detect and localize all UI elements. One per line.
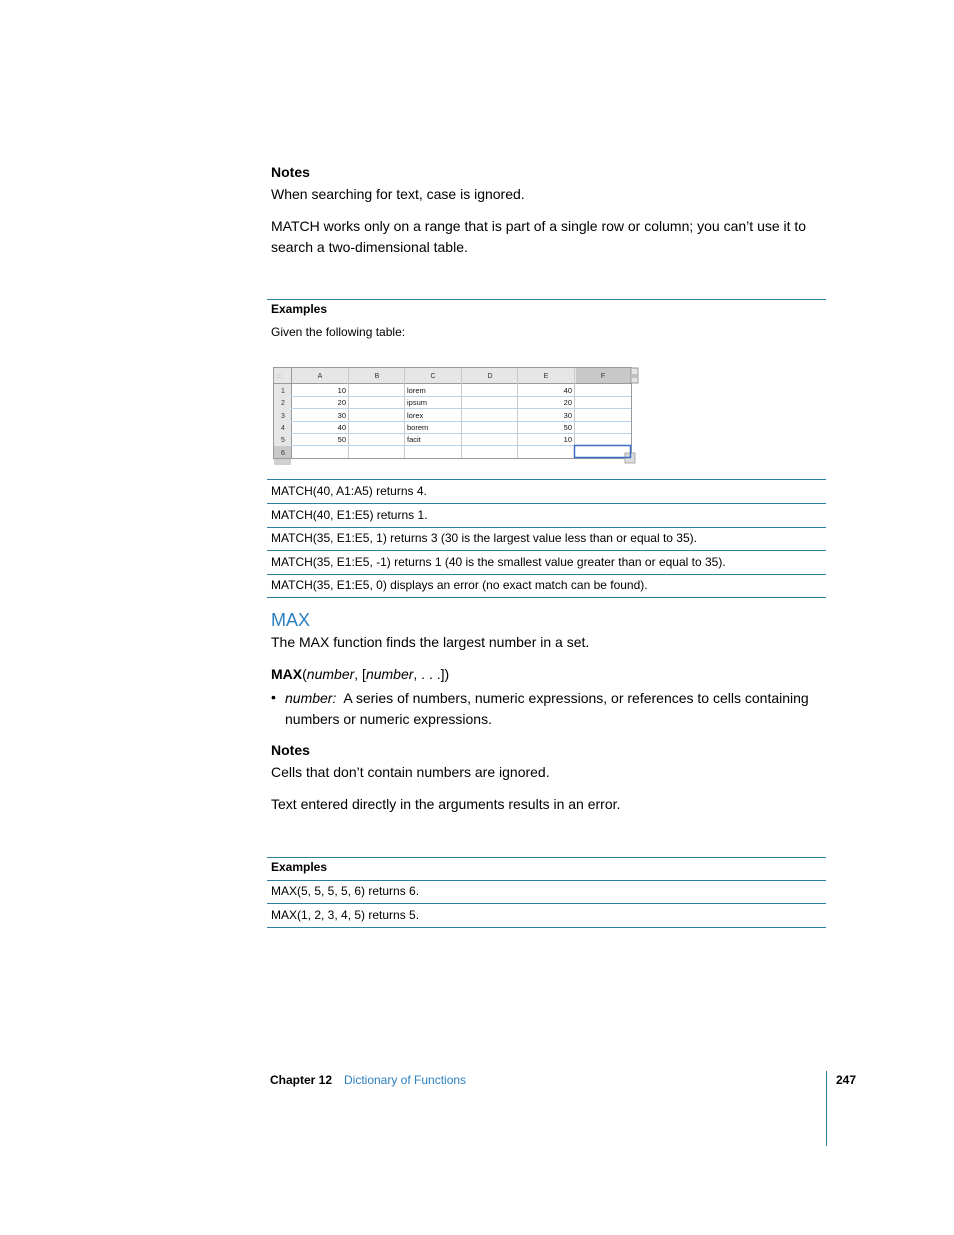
sheet-column-header: A — [317, 373, 323, 380]
page-number: 247 — [836, 1073, 857, 1087]
example-text: MATCH(35, E1:E5, 1) returns 3 (30 is the largest value less than or equal to 35). — [271, 531, 697, 545]
sheet-column-header: C — [430, 373, 436, 380]
examples-title: Examples — [271, 302, 328, 316]
notes-paragraph: MATCH works only on a range that is part of a single row or column; you can’t use it to search a two-dimensional table. — [271, 218, 807, 255]
notes-paragraph: When searching for text, case is ignored. — [271, 186, 525, 202]
spreadsheet-image — [273, 367, 639, 466]
example-text: MATCH(35, E1:E5, 0) displays an error (no exact match can be found). — [271, 578, 648, 592]
sheet-row-number: 5 — [281, 437, 285, 444]
sheet-cell: borem — [407, 423, 429, 432]
syntax-argument: number — [365, 666, 414, 682]
sheet-row-number: 1 — [281, 388, 285, 395]
notes-paragraph: Text entered directly in the arguments results in an error. — [271, 796, 621, 812]
footer-chapter-link[interactable]: Dictionary of Functions — [344, 1073, 467, 1087]
footer-chapter: Chapter 12 — [270, 1073, 333, 1087]
bullet-marker: • — [271, 689, 276, 705]
example-text: MAX(1, 2, 3, 4, 5) returns 5. — [271, 908, 420, 922]
sheet-cell: ipsum — [407, 398, 428, 407]
argument-term: number: — [285, 690, 337, 706]
example-text: MATCH(40, A1:A5) returns 4. — [271, 484, 427, 498]
sheet-cell: lorem — [407, 386, 426, 395]
sheet-cell: lorex — [407, 411, 424, 420]
sheet-cell: 30 — [337, 411, 346, 420]
sheet-column-header: E — [543, 373, 549, 380]
section-rule — [267, 299, 826, 300]
sheet-cell: 40 — [563, 386, 572, 395]
section-rule — [267, 857, 826, 858]
example-row — [267, 504, 826, 528]
notes-heading: Notes — [271, 164, 310, 180]
notes-paragraph: Cells that don’t contain numbers are ignored. — [271, 764, 550, 780]
sheet-column-header: D — [487, 373, 493, 380]
sheet-cell: 50 — [337, 435, 346, 444]
examples-intro: Given the following table: — [271, 325, 406, 339]
sheet-column-header: B — [374, 373, 380, 380]
syntax-function-name: MAX — [271, 666, 303, 682]
sheet-row-number: 3 — [281, 413, 285, 420]
notes-heading: Notes — [271, 742, 310, 758]
example-row — [267, 480, 826, 504]
sheet-cell: 10 — [337, 386, 346, 395]
footer-divider — [826, 1071, 827, 1146]
syntax-part: , . . .]) — [413, 666, 450, 682]
sheet-cell: 10 — [563, 435, 572, 444]
sheet-cell: 40 — [337, 423, 346, 432]
argument-description — [285, 688, 825, 730]
example-row — [267, 551, 826, 575]
function-description: The MAX function finds the largest number in a set. — [271, 634, 590, 650]
example-text: MATCH(40, E1:E5) returns 1. — [271, 508, 428, 522]
sheet-cell: facit — [407, 435, 421, 444]
svg-text::::: ::: — [277, 374, 283, 380]
examples-title: Examples — [271, 860, 328, 874]
argument-text: A series of numbers, numeric expressions, or references to cells containing numbers or numeric expressions. — [285, 690, 809, 727]
example-text: MAX(5, 5, 5, 5, 6) returns 6. — [271, 884, 420, 898]
function-syntax — [271, 666, 449, 682]
example-row — [267, 904, 826, 928]
syntax-part: , [ — [354, 666, 366, 682]
syntax-argument: number — [306, 666, 355, 682]
sheet-row-number: 2 — [281, 400, 285, 407]
example-row — [267, 527, 826, 551]
example-row — [267, 880, 826, 904]
sheet-cell: 20 — [337, 398, 346, 407]
sheet-cell: 30 — [563, 411, 572, 420]
sheet-column-header: F — [600, 373, 606, 380]
example-row — [267, 574, 826, 598]
syntax-part: ( — [302, 666, 307, 682]
sheet-cell: 50 — [563, 423, 572, 432]
sheet-row-number: 4 — [281, 425, 285, 432]
function-title: MAX — [271, 610, 311, 630]
sheet-cell: 20 — [563, 398, 572, 407]
example-text: MATCH(35, E1:E5, -1) returns 1 (40 is the smallest value greater than or equal to 35). — [271, 555, 726, 569]
sheet-row-number: 6 — [281, 450, 285, 457]
